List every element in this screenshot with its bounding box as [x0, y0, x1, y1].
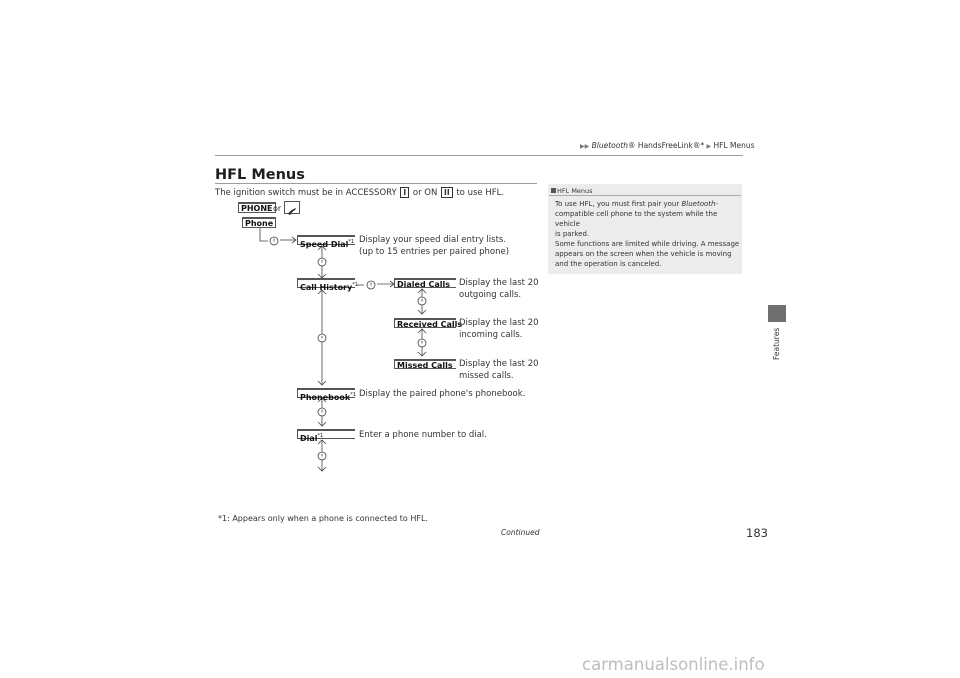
page-number: 183 [746, 526, 768, 540]
submenu-item-missed-calls: Missed Calls [394, 359, 456, 369]
or-text: or [273, 204, 282, 213]
dial-label: Dial [300, 434, 318, 443]
footnote-mark: *1 [348, 239, 355, 245]
breadcrumb-arrow-icon: ▶ [706, 143, 712, 150]
selector-knob-icon [270, 237, 426, 460]
submenu-item-received-calls: Received Calls [394, 318, 456, 328]
footnote-mark: *1 [352, 282, 358, 288]
dialed-calls-description [459, 277, 539, 301]
dial-description: Enter a phone number to dial. [359, 430, 487, 440]
speed-dial-description [359, 234, 509, 258]
note-heading [551, 187, 593, 195]
menu-item-speed-dial [297, 235, 355, 249]
continued-label: Continued [501, 528, 540, 537]
footnote-mark: *1 [350, 392, 356, 398]
on-key: II [441, 187, 453, 198]
speed-dial-desc-line2: (up to 15 entries per paired phone) [359, 247, 510, 257]
menu-item-dial [297, 429, 355, 443]
footnote-mark: *1 [317, 433, 324, 439]
footnote: *1: Appears only when a phone is connected to HFL. [218, 514, 428, 523]
note-text: appears on the screen when the vehicle is moving [555, 250, 732, 258]
breadcrumb-part1: Bluetooth [591, 141, 629, 150]
menu-item-phonebook [297, 388, 356, 402]
intro-suffix: to use HFL. [456, 188, 505, 198]
menu-item-call-history [297, 278, 358, 292]
note-heading-text: HFL Menus [557, 187, 593, 195]
page-title: HFL Menus [215, 167, 305, 183]
note-marker-icon [551, 188, 556, 193]
section-tab-label: Features [772, 327, 781, 360]
intro-prefix: The ignition switch must be in ACCESSORY [215, 188, 397, 198]
note-text: compatible cell phone to the system while the vehicle [555, 210, 718, 228]
received-desc-line1: Display the last 20 [459, 318, 539, 328]
note-paragraph-2 [555, 239, 740, 269]
received-calls-description [459, 317, 539, 341]
phone-button: PHONE [238, 202, 276, 213]
speed-dial-label: Speed Dial [300, 240, 349, 249]
intro-middle: or ON [412, 188, 438, 198]
missed-calls-description [459, 358, 539, 382]
section-tab [768, 305, 786, 322]
breadcrumb-part2: HFL Menus [713, 141, 755, 150]
dialed-desc-line2: outgoing calls. [459, 290, 522, 300]
accessory-key: I [400, 187, 409, 198]
received-desc-line2: incoming calls. [459, 330, 523, 340]
call-history-label: Call History [300, 283, 353, 292]
note-text: Bluetooth [681, 200, 716, 208]
phonebook-description: Display the paired phone's phonebook. [359, 389, 526, 399]
note-rule [549, 195, 741, 196]
phone-handset-icon [284, 201, 300, 214]
speed-dial-desc-line1: Display your speed dial entry lists. [359, 235, 507, 245]
dialed-desc-line1: Display the last 20 [459, 278, 539, 288]
breadcrumb-part1-suffix: ® HandsFreeLink®* [628, 141, 705, 150]
submenu-item-dialed-calls: Dialed Calls [394, 278, 456, 288]
note-paragraph-1 [555, 199, 740, 239]
missed-desc-line1: Display the last 20 [459, 359, 539, 369]
phonebook-label: Phonebook [300, 393, 351, 402]
note-text: Some functions are limited while driving. A message [555, 240, 740, 248]
phone-menu-label: Phone [242, 217, 276, 228]
watermark: carmanualsonline.info [582, 655, 765, 674]
note-text: is parked. [555, 230, 590, 238]
note-text: - [715, 200, 718, 208]
breadcrumb-arrow-icon: ▶▶ [580, 143, 590, 150]
missed-desc-line2: missed calls. [459, 371, 514, 381]
note-text: To use HFL, you must first pair your [555, 200, 680, 208]
note-text: and the operation is canceled. [555, 260, 662, 268]
